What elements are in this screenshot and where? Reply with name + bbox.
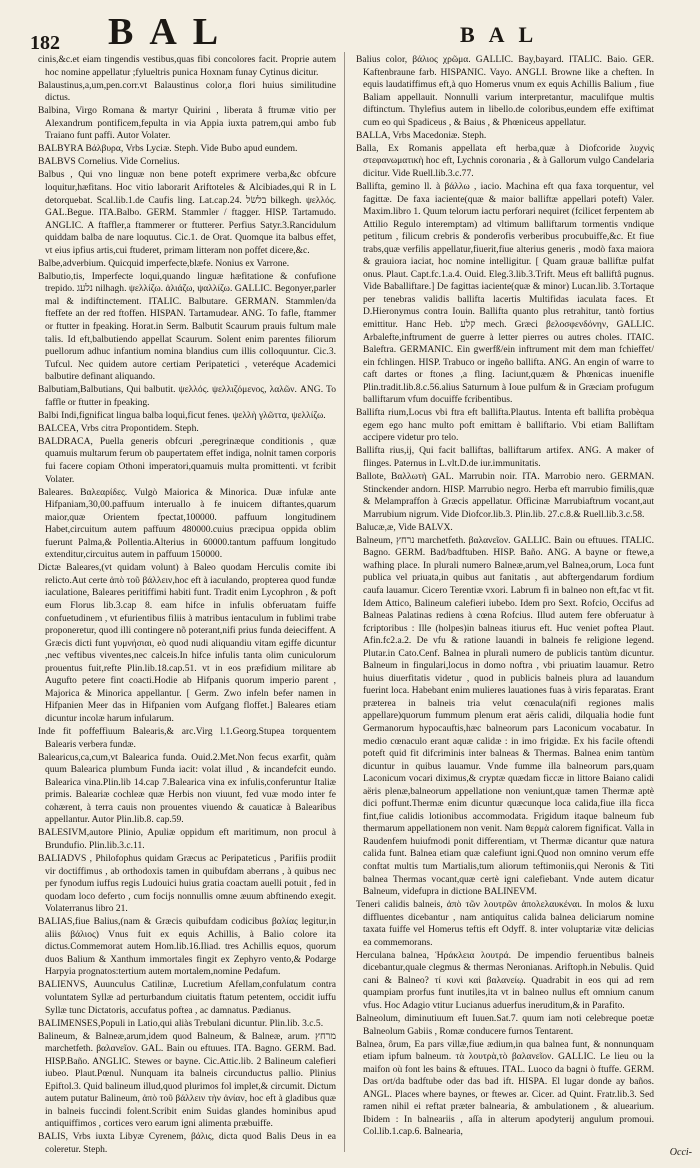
dictionary-entry: BALIAS,fiue Balius,(nam & Græcis quibufdam codicibus βαλίας legitur,in aliis βάλιος) Vnus fuit ex equis Achillis, à Balio colore ita dictus.Commemorat autem Hom.lib.16.Iliad. tres Achillis equos, quorum duos Balium & Xanthum immortales fingit ex Zephyro vento,& Podarge Harpyia prognatos:tertium autem mortalem,nomine Pedafum. (38, 916, 336, 978)
dictionary-entry: cinis,&c.et eiam tingendis vestibus,quas fibi concolores facit. Proprie autem hoc nomine appellatur ;fylueltris punica Hoxnam funay Cytinus dicitur. (38, 54, 336, 78)
dictionary-entry: Ballifta, gemino ll. à βάλλω , iacio. Machina eft qua faxa torquentur, vel fagittæ. De faxa iaciente(quæ & maior balliftæ appellari poteft) Valer. Maxim.libro 1. Quum telorum iactu perforari nequiret (fcilicet ferpentem ab Attilio Regulo interemptam) ad vltimum balliftarum tormentis vndique petitum , filicum crebris & ponderofis verberibus procubuiffe,&c. Et fiue trabs,quæ verfilis appellatur,fiuerit,fiue alterius generis , modò faxa maiora & grauiora iaciat, hoc nomine intelligitur. [ Quam grauæ balliftæ pulfat onus. Plaut. Capt.fc.1.a.4. Ouid. Eleg.3.lib.3.Trift. Meus eft balliftâ pugnus. Vide Baballiftare.] De fagittas iaciente(quæ & minor) Lucan.lib. 3.Tortaque per tenebras validis ballifta lacertis Multifidas iaculata faces. Et D.Hieronymus contra Iouin. Ballifta quanto plus retrahitur, tantò fortius emittitur. Hanc Heb. קלע mech. Græci βελοσφενδόνην, GALLIC. Arbalefte,inftrument de guerre à letter pierres ou autres choles. ITAIC. Baleftra. GERMANIC. Ein gwerfß/ein inftrument mit dem man fchieffet/ ein fchlingen. HISP. Trabuco or ingeño ballifta. ANG. An engin of warre to caft dartes or ftones ,a fling. Iaciunt,quæm & Phœnicas inuenifle Plin.tradit.lib.8.c.56.alius Saturnum à Ioue pulfum & in Græciam profugum balliftarum vfum docuiffe fcribentibus. (356, 180, 654, 406)
page-number: 182 (30, 32, 60, 54)
dictionary-entry: Balneum, נרחץ marchetfeth. βαλανεῖον. GALLIC. Bain ou eftuues. ITALIC. Bagno. GERM. Bad/badftuben. HISP. Baño. ANG. A bayne or ftewe,a wafhing place. In plurali numero Balneæ,arum,vel Balnea,orum, Loca funt publica vel priuata,in quibus aut fanitatis , aut abftergendarum fordium caufa lauamur. Cicero Terentiæ vxori. Labrum fi in balneo non eft,fac vt fit. Idem Attico, Balineum calefieri iubebo. Idem pro Sext. Rofcio, Occifus ad Balneas Palatinas rediens à cœna Rofcius. Illud autem fere obferuatur à fcriptoribus : Ille (holpes)in balneas itiurus eft. Huc veniet poftea Plaut. Afin.fc2.a.2. De vfu & ratione lauandi in balneis fe religione legend. Plutar.in Cato.Cenf. Balnea in pluralì numero de publicis tantùm dicuntur. Balneum in fingulari,locus in domo noftra , vbi priuatim lauamur. Retro huius diuerfitatis videtur , quod in publicis balneis plura ad lauandum fuerint loca. Habebant enim mulieres lauationes fuas à viris feparatas. Erant præterea in balneis tria velut cœnacula(nifi regiones malis appellare)quorum fummum plenum erat aëris calidi, dilqualia hodie funt Germanorum hypocauftis,hæc balneorum pars Laconicum vocabatur. In medio cœnaculo erant aquæ calidæ : in imo frigidæ. Ex his facile oftendi poteft quid fit difcriminis inter balneas & Thermas. Balnea enim tantùm dicuntur in quibus lauamur. Vnde fumme illa balneorum pars,quam Laconicum vocari diximus,& cryptæ quædam ficcæ in littore Baiano calidi aëris plenæ,balneorum appellatione non veniunt,quæ tamen Thermæ aptè dici poffunt.Thermæ enim dicuntur quæcunque loca calida,fiue illa ficca fint,fiue calidis lotionibus accommodata. Frigidum itaque balneum fub thermarum appellationem non venit. Nam θερμὰ calorem fignificat. Valla in Raudenfem huiufmodi ponit differentiam, vt Thermæ dicantur quæ natura calida funt. Balnea etiam quæ calefiunt igni.Quod non omnino verum effe conftat multis tum Martialis,tum aliorum teftimoniis,qui Neronis & Titi balnea Thermas vocant,quæ certè igni calefiebant. Vnde autem dicatur Balneum, videfupra in dictione BALINEVM. (356, 534, 654, 898)
dictionary-entry: Balineum, & Balneæ,arum,idem quod Balneum, & Balneæ, arum. מרחץ marchetfeth. βαλανεῖον. GAL. Bain ou eftuues. ITA. Bagno. GERM. Bad. HISP.Baño. ANGLIC. Stewes or bayne. Cic.Attic.lib. 2 Balineum calefieri iubeo. Plaut.Pœnul. Nunquam ita balneis circunductus pallio. Plinius Epiftol.3. Quid balineum illud,quod plurimos fol implet,& circumit. Dictum autem putatur Balineum, ἀπὸ τοῦ βάλλειν τὴν ἀνίαν, hoc eft à gladibus quæ in balneis fuccindi folent.Scribit enim Suidas glandes hominibus apud antiquiffimos , cortices vero earum igni alimenta præbuiffe. (38, 1030, 336, 1130)
dictionary-entry: Baleares. Βαλεαρίδες. Vulgò Maiorica & Minorica. Duæ infulæ ante Hifpaniam,30,00.paffuum interuallo à fe inuicem diftantes,quarum maior,quæ Orientem fpectat,100000. paffuum longitudinem Habet,circuitum autem paffuum 480000.cuius præcipua oppida oblim fuerunt Palma,& Pollentia.Alterius in 60000.tantum paffuum longitudo extenditur,circuitus autem in paffuum 150000. (38, 486, 336, 561)
column-divider (344, 52, 345, 1152)
dictionary-entry: BALBVS Cornelius. Vide Cornelius. (38, 156, 180, 168)
dictionary-entry: Balearicus,ca,cum,vt Balearica funda. Ouid.2.Met.Non fecus exarfit, quàm quum Balearica plumbum Funda iacit: volat illud , & incandefcit eundo. Balearica vina.Plin.lib 14.cap 7.Balearica vina ex infulis,conferuntur Italiæ primis. Baleariæ cochleæ quæ Herbis non viuunt, fed vuæ modo inter fe cohærent, à terra cauis non prouentes viuendo & cauaticæ à Balearibus appellantur. Autor Plin.lib.8. cap.59. (38, 751, 336, 826)
catchword: Occi- (669, 1147, 692, 1158)
page-header (0, 8, 700, 54)
dictionary-entry: Balla, Ex Romanis appellata eft herba,quæ à Diofcoride λυχνὶς στεφανωματικὴ hoc eft, Lychnis coronaria , & à Gallorum vulgo Candelaria dicitur. Vide Ruell.lib.3.c.77. (356, 142, 654, 179)
dictionary-entry: Balbus , Qui vno linguæ non bene poteft exprimere verba,&c obfcure loquitur,hæfitans. Hoc vitio laborarit Ariftoteles & Alcibiades,qui R in L detorquebat. Scal.lib.1.de Caufis ling. Lat.cap.24. בלשׂל bilkegh. ψελλός. GAL.Begue. ITA.Balbo. GERM. Stammler / ftagger. HISP. Tartamudo. ANGLIC. A ftaffler,a ftammerer or ftutterer. Perfius Satyr.3.Rancidulum quiddam balba de nare loquutus. Cic.1. de Orat. Quomque ita balbus effet, vt eius ipfius artis,cui ftuderet, primam litteram non poffet dicere,&c. (38, 169, 336, 256)
dictionary-entry: Balaustinus,a,um,pen.corr.vt Balaustinus color,a flori huius similitudine dictus. (38, 79, 336, 104)
dictionary-entry: Ballifta rius,ij, Qui facit balliftas, balliftarum artifex. ANG. A maker of flinges. Paternus in L.vlt.D.de iur.immunitatis. (356, 445, 654, 469)
dictionary-entry: Balneolum, diminutiuum eft Iuuen.Sat.7. quum iam noti celebreque poetæ Balneolum Gabiis , Romæ conducere furnos Tentarent. (356, 1013, 654, 1037)
dictionary-entry: BALDRACA, Puella generis obfcuri ,peregrinæque conditionis , quæ quamuis multarum ferum ob paupertatem effet indiga, nolnit tamen corporis fui facere copiam Othoni imperatori,quamuis multa promittenti. vt fcribit Volater. (38, 435, 336, 485)
dictionary-entry: Balnea, ôrum, Ea pars villæ,fiue ædium,in qua balnea funt, & nonnunquam etiam ipfum balneum. τὰ λουτρὰ,τὸ βαλανεῖον. GALLIC. Le lieu ou la maifon où font les bains & eftuues. ITAL. Luoco da bagni ò ftuffe. GERM. Das ort/da badftube oder das bad ift. HISPA. El lugar donde ay baños. ANGL. Places where baynes, or ftewes ar. Cicer. ad Quint. Fratr.lib.3. Sed ramen nihil ei reftat præter balnearia, & ambulationem , & aluearium. Ibidem : In balneariis , aſſa in alterum apodyterij angulum promoui. Col.lib.1.cap.6. Balnearia, (356, 1038, 654, 1138)
dictionary-entry: Herculana balnea, Ἡράκλεια λουτρά. De impendio feruentibus balneis dicebantur,quale clegmus & thermas Neronianas. Ariftoph.in Nebulis. Quid cani & Balneo? τί κυνὶ καὶ βαλανείῳ. Quadrabit in eos qui ad rem quampiam prorfus funt inutiles,ita vt in balneo nullus eft omnium canum vfus. Hoc Adagio vtitur Lucianus aduerfus ineruditum,& in Parafito. (356, 949, 654, 1012)
running-head-left: BAL (108, 11, 235, 53)
dictionary-entry: Inde fit poffeffiuum Balearis,& arc.Virg l.1.Georg.Stupea torquentem Balearis verbera fundæ. (38, 725, 336, 750)
dictionary-entry: Balius color, βάλιος χρῶμα. GALLIC. Bay,bayard. ITALIC. Baio. GER. Kaftenbraune farb. HISPANIC. Vayo. ANGLI. Browne like a cheften. In equis laudatiffimus eft,à quo Homerus vnum ex equis Achillis Balium , fiue Baliam appellauit. Nonnulli varium interpretantur, maculifque multis diftinctum. Thylefius autem in libello.de coloribus,eundem effe exiftimat cum eo quì Spadiceus , & Baius , & Phœniceus appellatur. (356, 54, 654, 128)
dictionary-entry: Balbutio,tis, Imperfecte loqui,quando linguæ hæfitatione & confufione trepido. נלעג nilhagh. ψελλίζω. ἀλιάζω, ψαλλίζω. GALLIC. Begonyer,parler mal & indiftinctement. ITALIC. Balbutare. GERMAN. Stammlen/da fteffete an der red ftoffen. HISPAN. Tartamudear. ANG. To fafle, ftammer or ftutter in fpeaking. Horat.in Serm. Balbutit Scaurum prauis fultum male talis. Id eft,balbutiendo appellat Scaurum. Solent enim parentes filiorum puellorum adhuc infantium nomina blandius cum illis colloquuntur. Cic.3. Tufcul. Nec quidem autore certiam Peripatetici , veteréque Academici balbutire definant aliquando. (38, 270, 336, 383)
running-head-right: BAL (460, 22, 548, 47)
dictionary-entry: Balbina, Virgo Romana & martyr Quirini , liberata â ftrumæ vitio per Alexandrum pontificem,fepulta in via Appia iuxta patrem,qui ambo fub Traiano funt paffi. Autor Volater. (38, 105, 336, 142)
left-column (38, 54, 336, 1154)
dictionary-entry: BALLA, Vrbs Macedoniæ. Steph. (356, 129, 487, 141)
dictionary-entry: Balbi Indi,fignificat lingua balba loqui,ficut fenes. ψελλὴ γλῶττα, ψελλίζω. (38, 409, 326, 421)
dictionary-entry: BALIMENSES,Populi in Latio,qui aliàs Trebulani dicuntur. Plin.lib. 3.c.5. (38, 1017, 324, 1029)
dictionary-entry: Balbe,adverbium. Quicquid imperfecte,blæfe. Nonius ex Varrone. (38, 257, 290, 269)
dictionary-entry: BALESIVM,autore Plinio, Apuliæ oppidum eft maritimum, non procul à Brundufio. Plin.lib.3.c.11. (38, 827, 336, 851)
dictionary-entry: Balbutiam,Balbutians, Qui balbutit. ψελλός. ψελλιζόμενος, λαλῶν. ANG. To faffle or ftutter in fpeaking. (38, 384, 336, 408)
dictionary-entry: Dictæ Baleares,(vt quidam volunt) à Baleo quodam Herculis comite ibi relicto.Aut certe ἀπὸ τοῦ βάλλειν,hoc eft à iaculando, propterea quod fundæ iaculatione, Baleares peritiffimi habiti funt. Tradit enim Lycophron , & poft eum Florus lib.3.cap 8. eam hifce in infulis obferuatam fuiffe confuetudinem , vt efurientibus filiis à matribus ientaculum in fublimi trabe proponeretur, quod illi contingere nõ poterant,nifi prius funda deieciffent. A Græcis dicti funt γυμνήσιαι, eò quod nudi aliquandiu vitam egiffe dicuntur ,nec veftibus viventes,nec calceis.In hifce infulis tanta olim cuniculorum prouentus fuit,refte Plin.lib.18.cap.51. vt in eos præfidium militare ab Augufto petere fint coacti.Hodie ab Hifpanis quorum imperio parent , Majorica & Minorica appellantur. [ Germ. Zwo infeln befer namen in Hifpanien Meer das in Hifpanien vom Aufgang floffet.] Baleares etiam dicuntur incolæ harum infularum. (38, 562, 336, 724)
dictionary-entry: Ballote, Βαλλωτὴ GAL. Marrubin noir. ITA. Marrobio nero. GERMAN. Stinckender andorn. HISP. Marrubio negro. Herba eft marrubio fimilis,quæ & Melampraffon à Græcis appellatur. Officinæ Marrubiaftrum vocant,aut Marrubium nigrum. Vide Diofcor.lib.3. Plin.lib. 27.c.8.& Ruell.lib.3.c.58. (356, 471, 654, 520)
dictionary-entry: Teneri calidis balneis, ἀπὸ τῶν λουτρῶν ἀπολελαυκέναι. In molos & luxu diffluentes dicebantur , nam antiquitus calida balnea deliciarum nomine taxata fuiffe vel Homerus teftis eft Odyff. 8. inter voluptariæ vitæ delicias ea commemorans. (356, 899, 654, 948)
right-column (356, 54, 654, 1154)
dictionary-entry: BALIENVS, Auunculus Catilinæ, Lucretium Afellam,confulatum contra voluntatem Syllæ ad perturbandum ciuitatis ftatum petentem, occidit iuffu Syllæ tunc Dictatoris, accufatus poftea , ac damnatus. Pædianus. (38, 979, 336, 1016)
dictionary-entry: BALIS, Vrbs iuxta Libyæ Cyrenem, βάλις, dicta quod Balis Deus in ea coleretur. Steph. (38, 1131, 336, 1154)
dictionary-entry: Ballifta rium,Locus vbi ftra eft ballifta.Plautus. Intenta eft ballifta probèqua egem ego hanc multo poft emittam è balliftario. Vbi etiam Balliftam accipere videtur pro telo. (356, 407, 654, 444)
dictionary-entry: BALCEA, Vrbs citra Propontidem. Steph. (38, 422, 199, 434)
dictionary-entry: Balucæ,æ, Vide BALVX. (356, 521, 453, 533)
dictionary-entry: BALIADVS , Philofophus quidam Græcus ac Peripateticus , Parifiis prodiit vir doctiffimus , ab orthodoxis tamen in quibufdam aberrans , à quibus nec per fynodum iuffus regis Ludouici huius gratia coactam auelli potuit , fed in quodam loco deferto , cum focijs nonnullis omne æuum abftinendo exegit. Volaterranus libro 21. (38, 852, 336, 915)
dictionary-entry: BALBYRA Βάλβυρα, Vrbs Lyciæ. Steph. Vide Bubo apud eundem. (38, 143, 298, 155)
